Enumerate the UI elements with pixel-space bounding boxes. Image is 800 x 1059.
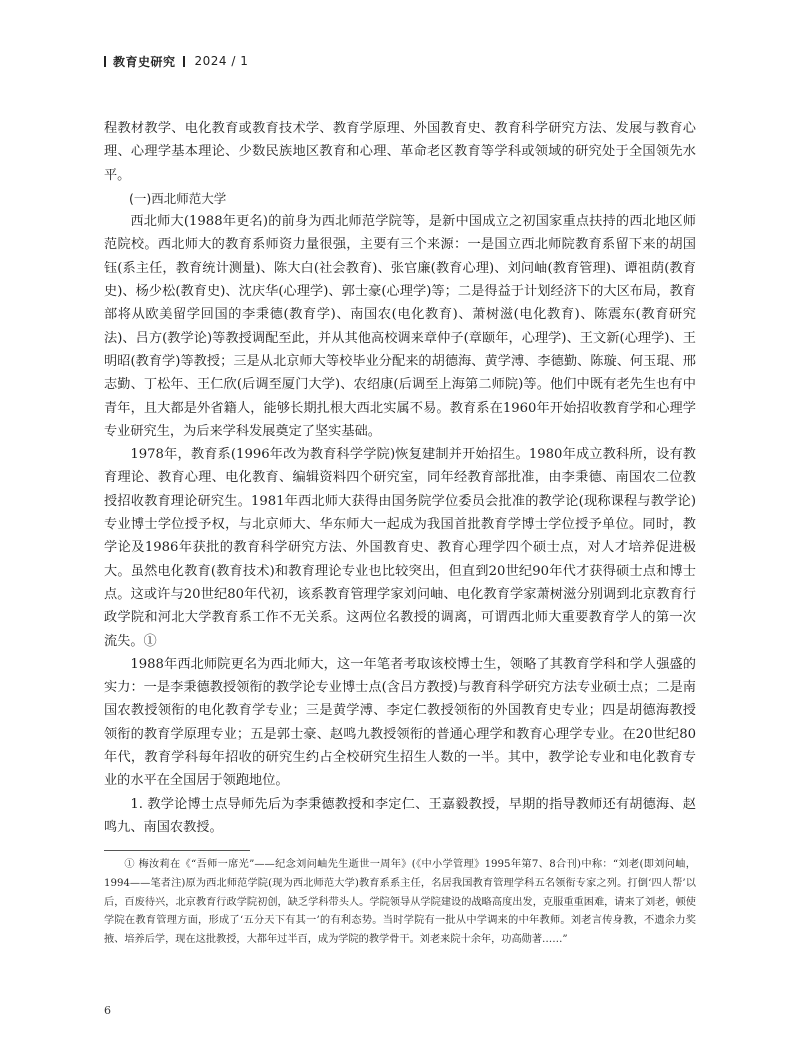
footnote bbox=[104, 856, 696, 950]
paragraph-1: 西北师大(1988年更名)的前身为西北师范学院等，是新中国成立之初国家重点扶持的西北地区师范院校。西北师大的教育系师资力量很强，主要有三个来源：一是国立西北师院教育系留下来的胡国钰(系主任，教育统计测量)、陈大白(社会教育)、张官廉(教育心理)、刘问岫(教育管理)、谭祖荫(教育史)、杨少松(教育史)、沈庆华(心理学)、郭士豪(心理学)等；二是得益于计划经济下的大区布局，教育部将从欧美留学回国的李秉德(教育学)、南国农(电化教育)、萧树滋(电化教育)、陈震东(教育研究法)、吕方(教学论)等教授调配至此，并从其他高校调来章仲子(章颐年，心理学)、王文新(心理学)、王明昭(教育学)等教授；三是从北京师大等校毕业分配来的胡德海、黄学溥、李德勤、陈璇、何玉琨、邢志勤、丁松年、王仁欣(后调至厦门大学)、农绍康(后调至上海第二师院)等。他们中既有老先生也有中青年，且大都是外省籍人，能够长期扎根大西北实属不易。教育系在1960年开始招收教育学和心理学专业研究生，为后来学科发展奠定了坚实基础。 bbox=[104, 214, 696, 439]
paragraph-continuation: 程教材教学、电化教育或教育技术学、教育学原理、外国教育史、教育科学研究方法、发展与教育心理、心理学基本理论、少数民族地区教育和心理、革命老区教育等学科或领域的研究处于全国领先水平。 bbox=[104, 121, 696, 183]
header-bar-left bbox=[104, 56, 106, 67]
page-number: 6 bbox=[104, 1004, 111, 1017]
footnote-text: ① 梅汝莉在《“吾师一席光”——纪念刘问岫先生逝世一周年》(《中小学管理》1995年第7、8合刊)中称：“刘老(即刘问岫，1994——笔者注)原为西北师范学院(现为西北师范大学)教育系系主任，名居我国教育管理学科五名领衔专家之列。打倒‘四人帮’以后，百废待兴，北京教育行政学院初创，缺乏学科带头人。学院领导从学院建设的战略高度出发，克服重重困难，请来了刘老，顿使学院在教育管理方面，形成了‘五分天下有其一’的有利态势。当时学院有一批从中学调来的中年教师。刘老言传身教，不遗余力奖掖、培养后学，现在这批教授，大都年过半百，成为学院的教学骨干。刘老来院十余年，功高勋著……” bbox=[104, 859, 696, 946]
issue-number: 2024 / 1 bbox=[194, 54, 249, 68]
header-bar-right bbox=[183, 56, 185, 67]
paragraph-2: 1978年，教育系(1996年改为教育科学学院)恢复建制并开始招生。1980年成立教科所，设有教育理论、教育心理、电化教育、编辑资料四个研究室，同年经教育部批准，由李秉德、南国农二位教授招收教育理论研究生。1981年西北师大获得由国务院学位委员会批准的教学论(现称课程与教学论)专业博士学位授予权，与北京师大、华东师大一起成为我国首批教育学博士学位授予单位。同时，教学论及1986年获批的教育科学研究方法、外国教育史、教育心理学四个硕士点，对人才培养促进极大。虽然电化教育(教育技术)和教育理论专业也比较突出，但直到20世纪90年代才获得硕士点和博士点。这或许与20世纪80年代初，该系教育管理学家刘问岫、电化教育学家萧树滋分别调到北京教育行政学院和河北大学教育系工作不无关系。这两位名教授的调离，可谓西北师大重要教育学人的第一次流失。① bbox=[104, 447, 696, 649]
running-header bbox=[104, 53, 248, 69]
section-heading: (一)西北师范大学 bbox=[129, 190, 227, 206]
paragraph-4: 1. 教学论博士点导师先后为李秉德教授和李定仁、王嘉毅教授，早期的指导教师还有胡德海、赵鸣九、南国农教授。 bbox=[104, 796, 696, 835]
journal-name: 教育史研究 bbox=[113, 54, 176, 69]
paragraph-3: 1988年西北师院更名为西北师大，这一年笔者考取该校博士生，领略了其教育学科和学人强盛的实力：一是李秉德教授领衔的教学论专业博士点(含吕方教授)与教育科学研究方法专业硕士点；二是南国农教授领衔的电化教育学专业；三是黄学溥、李定仁教授领衔的外国教育史专业；四是胡德海教授领衔的教育学原理专业；五是郭士豪、赵鸣九教授领衔的普通心理学和教育心理学专业。在20世纪80年代，教育学科每年招收的研究生约占全校研究生招生人数的一半。其中，教学论专业和电化教育专业的水平在全国居于领跑地位。 bbox=[104, 656, 696, 789]
main-text bbox=[104, 117, 696, 839]
footnote-divider bbox=[104, 850, 250, 851]
